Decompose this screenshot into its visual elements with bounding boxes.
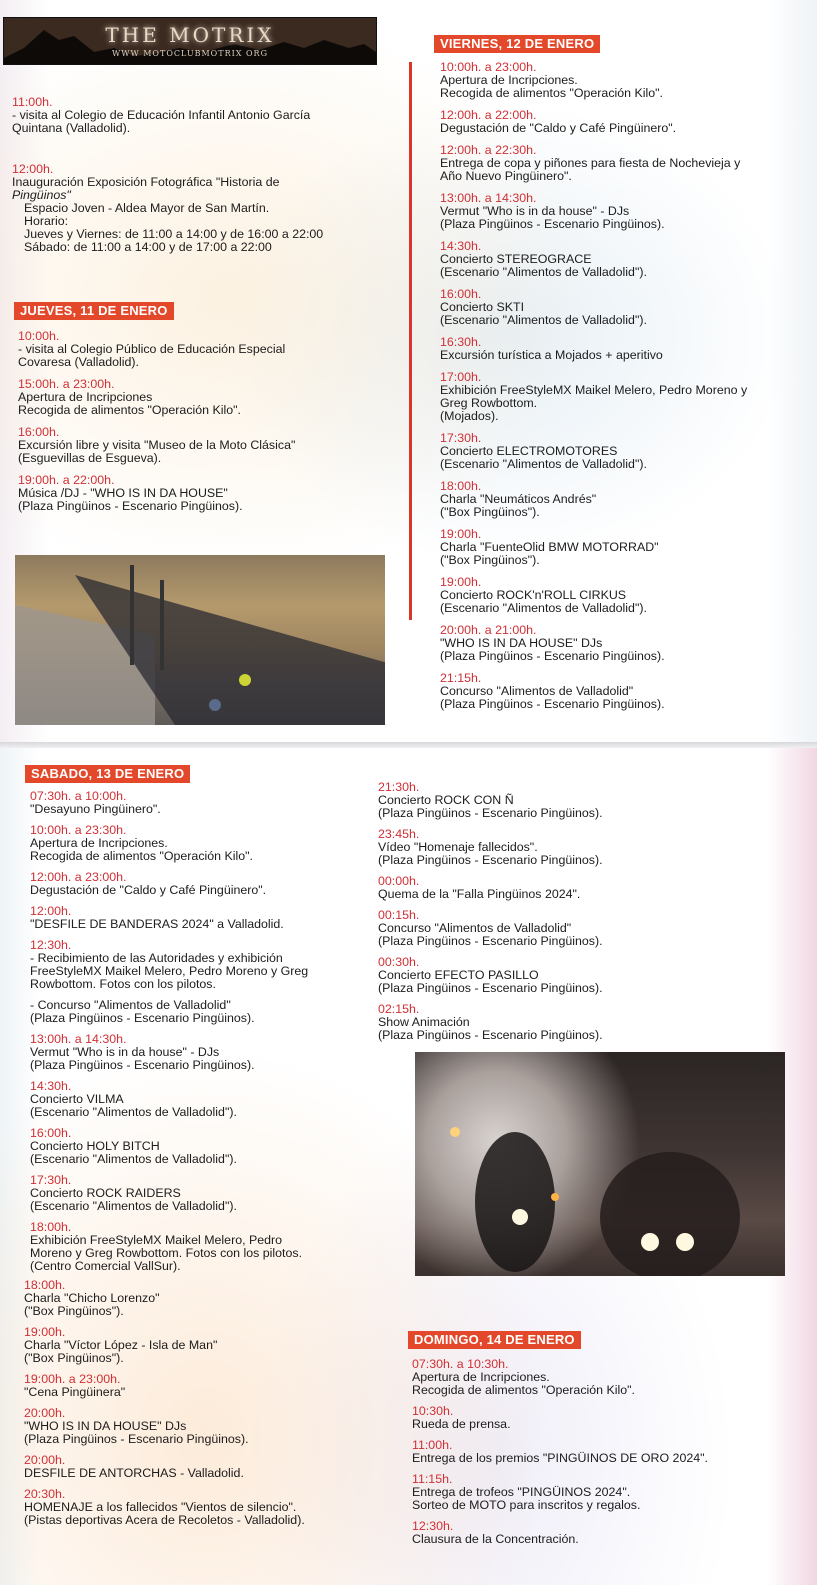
event-line: (Plaza Pingüinos - Escenario Pingüinos). (378, 1028, 603, 1042)
event-time: 20:30h. (24, 1487, 66, 1501)
domingo-events (412, 1358, 807, 1554)
day-badge-viernes: VIERNES, 12 DE ENERO (434, 35, 600, 53)
schedule-event (440, 61, 812, 100)
event-line: (Plaza Pingüinos - Escenario Pingüinos). (30, 1011, 255, 1025)
event-line: "Cena Pingüinera" (24, 1385, 126, 1399)
event-line: Concierto HOLY BITCH (30, 1139, 160, 1153)
event-time: 12:30h. (412, 1519, 454, 1533)
event-line: Exhibición FreeStyleMX Maikel Melero, Pedro (30, 1233, 283, 1247)
event-line: Moreno y Greg Rowbottom. Fotos con los pilotos. (30, 1246, 303, 1260)
event-line: Concurso "Alimentos de Valladolid" (440, 684, 634, 698)
event-time: 10:00h. a 23:30h. (30, 823, 127, 837)
event-line: HOMENAJE a los fallecidos "Vientos de silencio". (24, 1500, 297, 1514)
event-line: Charla "Chicho Lorenzo" (24, 1291, 160, 1305)
event-time: 10:00h. a 23:00h. (440, 60, 537, 74)
event-time: 18:00h. (24, 1278, 66, 1292)
event-line: (Plaza Pingüinos - Escenario Pingüinos). (440, 697, 665, 711)
schedule-event (18, 330, 398, 369)
event-line: ("Box Pingüinos"). (24, 1351, 124, 1365)
event-time: 16:00h. (440, 287, 482, 301)
bikers-bridge-photo (15, 555, 385, 725)
schedule-event (440, 240, 812, 279)
event-line: (Escenario "Alimentos de Valladolid"). (30, 1152, 237, 1166)
event-time: 11:00h. (412, 1438, 453, 1452)
schedule-event (412, 1439, 807, 1465)
event-line: Inauguración Exposición Fotográfica "Historia de (12, 175, 280, 189)
day-badge-jueves: JUEVES, 11 DE ENERO (14, 302, 174, 320)
schedule-event (30, 1174, 375, 1213)
event-line: Música /DJ - "WHO IS IN DA HOUSE" (18, 486, 228, 500)
event-line: (Escenario "Alimentos de Valladolid"). (440, 601, 647, 615)
schedule-event (24, 1373, 384, 1399)
event-line: Greg Rowbottom. (440, 396, 538, 410)
event-line: (Pistas deportivas Acera de Recoletos - Valladolid). (24, 1513, 305, 1527)
event-time: 10:30h. (412, 1404, 454, 1418)
event-line: Recogida de alimentos "Operación Kilo". (440, 86, 664, 100)
schedule-event (24, 1488, 384, 1527)
event-line: "DESFILE DE BANDERAS 2024" a Valladolid. (30, 917, 284, 931)
event-line: Degustación de "Caldo y Café Pingüinero". (30, 883, 267, 897)
event-line: Espacio Joven - Aldea Mayor de San Martín. (24, 201, 270, 215)
schedule-event (440, 672, 812, 711)
event-line: Apertura de Incripciones (18, 390, 153, 404)
schedule-event (378, 956, 678, 995)
schedule-event (30, 824, 375, 863)
event-line: (Centro Comercial VallSur). (30, 1259, 181, 1273)
event-time: 19:00h. (24, 1325, 66, 1339)
schedule-event (440, 480, 812, 519)
schedule-event (18, 378, 398, 417)
jueves-events (18, 330, 398, 522)
event-line: Concierto ROCK CON Ñ (378, 793, 514, 807)
event-line: Excursión libre y visita "Museo de la Moto Clásica" (18, 438, 296, 452)
sabado-events-a (30, 790, 375, 1281)
event-time: 15:00h. a 23:00h. (18, 377, 115, 391)
schedule-event (12, 163, 402, 254)
schedule-event (440, 624, 812, 663)
day-badge-domingo: DOMINGO, 14 DE ENERO (408, 1331, 581, 1349)
event-time: 17:30h. (30, 1173, 72, 1187)
schedule-event (30, 939, 375, 991)
event-line: (Escenario "Alimentos de Valladolid"). (30, 1199, 237, 1213)
schedule-event (18, 426, 398, 465)
logo-url: WWW MOTOCLUBMOTRIX ORG (112, 49, 268, 58)
night-parade-photo (415, 1052, 785, 1276)
event-line: (Plaza Pingüinos - Escenario Pingüinos). (378, 853, 603, 867)
schedule-page-2 (0, 748, 817, 1585)
event-line: (Plaza Pingüinos - Escenario Pingüinos). (18, 499, 243, 513)
schedule-event (378, 875, 678, 901)
schedule-event (30, 1080, 375, 1119)
event-line: Covaresa (Valladolid). (18, 355, 139, 369)
event-line: (Plaza Pingüinos - Escenario Pingüinos). (440, 649, 665, 663)
event-line: Vermut "Who is in da house" - DJs (440, 204, 630, 218)
schedule-event (412, 1405, 807, 1431)
event-line: (Escenario "Alimentos de Valladolid"). (440, 313, 647, 327)
event-line: (Esguevillas de Esgueva). (18, 451, 162, 465)
schedule-event (440, 336, 812, 362)
event-time: 19:00h. (440, 527, 482, 541)
schedule-event (30, 871, 375, 897)
event-time: 00:00h. (378, 874, 420, 888)
schedule-event (378, 828, 678, 867)
event-line: Concierto ELECTROMOTORES (440, 444, 618, 458)
event-time: 02:15h. (378, 1002, 420, 1016)
schedule-event (412, 1520, 807, 1546)
event-line: Sorteo de MOTO para inscritos y regalos. (412, 1498, 641, 1512)
event-time: 23:45h. (378, 827, 420, 841)
event-time: 19:00h. a 23:00h. (24, 1372, 121, 1386)
schedule-event (378, 1003, 678, 1042)
event-line: (Escenario "Alimentos de Valladolid"). (440, 265, 647, 279)
event-line: Recogida de alimentos "Operación Kilo". (18, 403, 242, 417)
night-parade-image (415, 1052, 785, 1276)
logo-title: THE MOTRIX (105, 23, 275, 47)
event-line: - visita al Colegio de Educación Infantil Antonio García (12, 108, 311, 122)
event-line: (Plaza Pingüinos - Escenario Pingüinos). (24, 1432, 249, 1446)
event-time: 10:00h. (18, 329, 60, 343)
event-line: Concierto SKTI (440, 300, 525, 314)
event-line: Vídeo "Homenaje fallecidos". (378, 840, 538, 854)
schedule-event (378, 781, 678, 820)
viernes-events (440, 61, 812, 720)
schedule-event (24, 1407, 384, 1446)
bikers-bridge-image (15, 555, 385, 725)
event-line: Exhibición FreeStyleMX Maikel Melero, Pedro Moreno y (440, 383, 748, 397)
intro-events (12, 96, 402, 282)
event-line: Charla "FuenteOlid BMW MOTORRAD" (440, 540, 659, 554)
event-time: 07:30h. a 10:30h. (412, 1357, 509, 1371)
event-line: Show Animación (378, 1015, 470, 1029)
event-time: 20:00h. (24, 1406, 66, 1420)
schedule-event (440, 144, 812, 183)
event-line: ("Box Pingüinos"). (440, 553, 540, 567)
event-time: 14:30h. (30, 1079, 72, 1093)
event-time: 16:30h. (440, 335, 482, 349)
event-line: Charla "Neumáticos Andrés" (440, 492, 597, 506)
vertical-rule (409, 62, 412, 620)
event-line: Concierto ROCK RAIDERS (30, 1186, 181, 1200)
event-line: Recogida de alimentos "Operación Kilo". (412, 1383, 636, 1397)
schedule-event (378, 909, 678, 948)
event-line: FreeStyleMX Maikel Melero, Pedro Moreno y Greg (30, 964, 309, 978)
event-line: (Plaza Pingüinos - Escenario Pingüinos). (378, 934, 603, 948)
schedule-event (412, 1358, 807, 1397)
schedule-event (440, 371, 812, 423)
event-time: 07:30h. a 10:00h. (30, 789, 127, 803)
day-badge-sabado: SABADO, 13 DE ENERO (25, 765, 190, 783)
event-line: Quema de la "Falla Pingüinos 2024". (378, 887, 581, 901)
event-line: (Plaza Pingüinos - Escenario Pingüinos). (378, 981, 603, 995)
event-line: - Recibimiento de las Autoridades y exhibición (30, 951, 283, 965)
schedule-event (30, 1033, 375, 1072)
event-time: 12:00h. a 22:30h. (440, 143, 537, 157)
event-time: 13:00h. a 14:30h. (440, 191, 537, 205)
event-line: "Desayuno Pingüinero". (30, 802, 161, 816)
event-line: - visita al Colegio Público de Educación Especial (18, 342, 286, 356)
event-line: (Mojados). (440, 409, 499, 423)
motrix-logo (3, 17, 377, 65)
event-line: - Concurso "Alimentos de Valladolid" (30, 998, 231, 1012)
event-line: DESFILE DE ANTORCHAS - Valladolid. (24, 1466, 244, 1480)
sabado-events-b (24, 1279, 384, 1535)
schedule-event (440, 576, 812, 615)
event-line: Pingüinos" (12, 188, 71, 202)
schedule-event (30, 1127, 375, 1166)
event-time: 12:00h. a 22:00h. (440, 108, 537, 122)
event-line: Sábado: de 11:00 a 14:00 y de 17:00 a 22:00 (24, 240, 272, 254)
schedule-event (440, 109, 812, 135)
event-line: Año Nuevo Pingüinero". (440, 169, 572, 183)
schedule-event (412, 1473, 807, 1512)
schedule-page-1 (0, 0, 817, 742)
event-line: (Plaza Pingüinos - Escenario Pingüinos). (30, 1058, 255, 1072)
event-line: Concierto EFECTO PASILLO (378, 968, 539, 982)
event-time: 11:00h. (12, 95, 53, 109)
event-time: 12:30h. (30, 938, 72, 952)
schedule-event (30, 790, 375, 816)
schedule-event (30, 1221, 375, 1273)
event-line: Concierto STEREOGRACE (440, 252, 592, 266)
event-line: Degustación de "Caldo y Café Pingüinero". (440, 121, 677, 135)
schedule-event (12, 96, 402, 135)
event-line: Apertura de Incripciones. (30, 836, 168, 850)
event-line: Entrega de los premios "PINGÜINOS DE ORO 2024". (412, 1451, 708, 1465)
schedule-event (440, 288, 812, 327)
schedule-event (18, 474, 398, 513)
event-line: Charla "Víctor López - Isla de Man" (24, 1338, 218, 1352)
schedule-event (30, 905, 375, 931)
event-line: "WHO IS IN DA HOUSE" DJs (440, 636, 603, 650)
event-line: Vermut "Who is in da house" - DJs (30, 1045, 220, 1059)
event-time: 12:00h. (30, 904, 72, 918)
event-time: 16:00h. (18, 425, 60, 439)
event-time: 18:00h. (30, 1220, 72, 1234)
event-line: "WHO IS IN DA HOUSE" DJs (24, 1419, 187, 1433)
event-time: 17:00h. (440, 370, 482, 384)
schedule-event (440, 192, 812, 231)
event-time: 00:30h. (378, 955, 420, 969)
event-time: 12:00h. a 23:00h. (30, 870, 127, 884)
event-line: Rowbottom. Fotos con los pilotos. (30, 977, 216, 991)
event-line: Concierto ROCK'n'ROLL CIRKUS (440, 588, 627, 602)
event-line: (Plaza Pingüinos - Escenario Pingüinos). (440, 217, 665, 231)
event-time: 21:30h. (378, 780, 420, 794)
sabado-events-c (378, 781, 678, 1050)
event-line: Horario: (24, 214, 69, 228)
event-line: Clausura de la Concentración. (412, 1532, 579, 1546)
event-line: Apertura de Incripciones. (440, 73, 578, 87)
event-time: 19:00h. (440, 575, 482, 589)
event-line: (Escenario "Alimentos de Valladolid"). (440, 457, 647, 471)
event-time: 21:15h. (440, 671, 482, 685)
event-line: Concierto VILMA (30, 1092, 124, 1106)
event-time: 12:00h. (12, 162, 54, 176)
event-time: 17:30h. (440, 431, 482, 445)
event-line: Recogida de alimentos "Operación Kilo". (30, 849, 254, 863)
event-line: Apertura de Incripciones. (412, 1370, 550, 1384)
schedule-event (24, 1279, 384, 1318)
schedule-event (440, 528, 812, 567)
event-time: 00:15h. (378, 908, 420, 922)
event-time: 16:00h. (30, 1126, 72, 1140)
event-line: (Escenario "Alimentos de Valladolid"). (30, 1105, 237, 1119)
event-time: 13:00h. a 14:30h. (30, 1032, 127, 1046)
schedule-event (440, 432, 812, 471)
event-line: Entrega de copa y piñones para fiesta de Nochevieja y (440, 156, 741, 170)
schedule-event (24, 1326, 384, 1365)
event-line: Entrega de trofeos "PINGÜINOS 2024". (412, 1485, 631, 1499)
event-time: 14:30h. (440, 239, 482, 253)
schedule-event (30, 999, 375, 1025)
event-line: Jueves y Viernes: de 11:00 a 14:00 y de 16:00 a 22:00 (24, 227, 324, 241)
event-time: 11:15h. (412, 1472, 453, 1486)
event-line: Quintana (Valladolid). (12, 121, 131, 135)
event-time: 20:00h. (24, 1453, 66, 1467)
event-time: 20:00h. a 21:00h. (440, 623, 537, 637)
event-line: Excursión turística a Mojados + aperitivo (440, 348, 663, 362)
event-line: ("Box Pingüinos"). (440, 505, 540, 519)
schedule-event (24, 1454, 384, 1480)
event-line: ("Box Pingüinos"). (24, 1304, 124, 1318)
event-time: 18:00h. (440, 479, 482, 493)
event-line: Concurso "Alimentos de Valladolid" (378, 921, 572, 935)
event-time: 19:00h. a 22:00h. (18, 473, 115, 487)
event-line: (Plaza Pingüinos - Escenario Pingüinos). (378, 806, 603, 820)
event-line: Rueda de prensa. (412, 1417, 511, 1431)
